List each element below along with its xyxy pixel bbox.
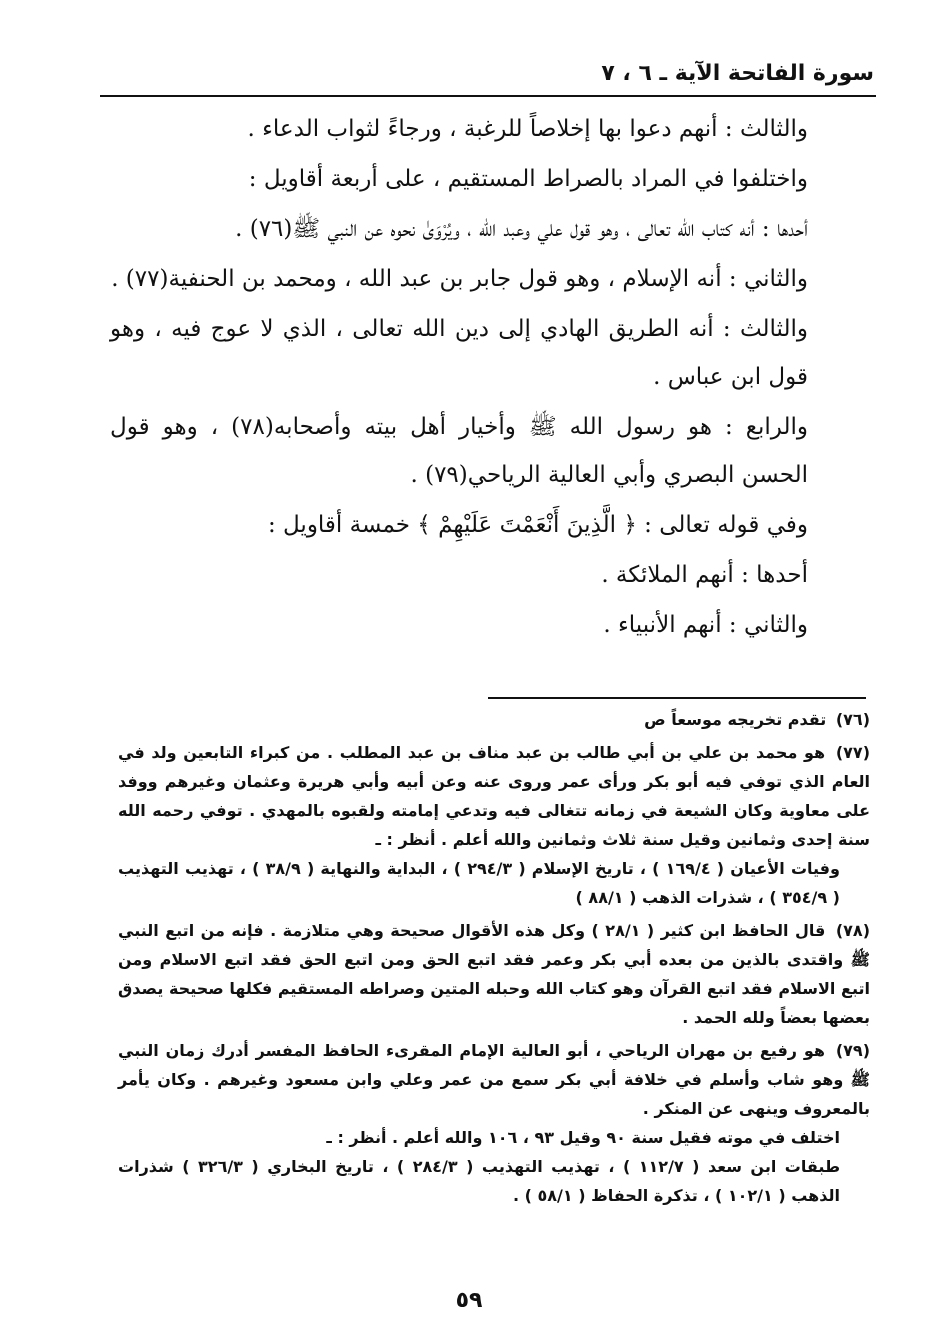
footnote-death-note: اختلف في موته فقيل سنة ٩٠ وقيل ٩٣ ، ١٠٦ والله أعلم . أنظر : ـ: [326, 1128, 840, 1147]
main-text: [110, 105, 808, 651]
page-number: ٥٩: [455, 1288, 483, 1313]
footnote-text: تقدم تخريجه موسعاً ص: [644, 710, 827, 729]
footnote-references: وفيات الأعيان ( ١٦٩/٤ ) ، تاريخ الإسلام ( ٢٩٤/٣ ) ، البداية والنهاية ( ٣٨/٩ ) ، تهذيب التهذيب ( ٣٥٤/٩ ) ، شذرات الذهب ( ٨٨/١ ): [118, 859, 840, 907]
paragraph-verse-intro: وفي قوله تعالى : ﴿ الَّذِينَ أَنْعَمْتَ عَلَيْهِمْ ﴾ خمسة أقاويل :: [267, 512, 808, 538]
footnote-number: (٧٨): [835, 921, 870, 940]
footnote-76: [118, 705, 870, 734]
footnote-79: [118, 1036, 870, 1210]
footnote-text: هو رفيع بن مهران الرياحي ، أبو العالية الإمام المقرىء الحافظ المفسر أدرك زمان النبي ﷺ وهو شاب وأسلم في خلافة أبي بكر سمع من عمر وعلي وابن مسعود وغيرهم . وكان يأمر بالمعروف وينهى عن المنكر .: [118, 1041, 870, 1118]
paragraph-prophets: والثاني : أنهم الأنبياء .: [603, 612, 808, 638]
footnote-references: طبقات ابن سعد ( ١١٢/٧ ) ، تهذيب التهذيب ( ٢٨٤/٣ ) ، تاريخ البخاري ( ٣٢٦/٣ ) شذرات الذهب ( ١٠٢/١ ) ، تذكرة الحفاظ ( ٥٨/١ ) .: [118, 1157, 841, 1205]
footnote-number: (٧٧): [835, 743, 870, 762]
footnote-number: (٧٦): [835, 710, 870, 729]
paragraph-opinion-two: والثاني : أنه الإسلام ، وهو قول جابر بن عبد الله ، ومحمد بن الحنفية(٧٧) .: [111, 266, 808, 292]
paragraph-sirat-intro: واختلفوا في المراد بالصراط المستقيم ، على أربعة أقاويل :: [248, 166, 808, 192]
paragraph-opinion-four: والرابع : هو رسول الله ﷺ وأخيار أهل بيته وأصحابه(٧٨) ، وهو قول الحسن البصري وأبي العالية الرياحي(٧٩) .: [110, 414, 808, 488]
footnote-number: (٧٩): [835, 1041, 870, 1060]
header-title: سورة الفاتحة الآية ـ ٦ ، ٧: [601, 61, 874, 86]
footnote-separator: [488, 697, 866, 699]
footnote-text: قال الحافظ ابن كثير ( ٢٨/١ ) وكل هذه الأقوال صحيحة وهي متلازمة . فإنه من اتبع النبي ﷺ واقتدى بالذين من بعده أبي بكر وعمر فقد اتبع الحق ومن اتبع الحق فقد اتبع الاسلام ومن اتبع الاسلام فقد اتبع القرآن وهو كتاب الله وحبله المتين وصراطه المستقيم فكلها صحيحة يصدق بعضها بعضاً ولله الحمد .: [118, 921, 870, 1027]
paragraph-angels: أحدها : أنهم الملائكة .: [601, 562, 808, 588]
footnotes: [118, 705, 870, 1214]
footnote-77: [118, 738, 870, 912]
paragraph-opinion-one: أحدها : أنه كتاب الله تعالى ، وهو قول علي وعبد الله ، ويُرْوَىٰ نحوه عن النبي ﷺ(٧٦) .: [235, 216, 808, 242]
footnote-78: [118, 916, 870, 1032]
running-header: [100, 55, 876, 97]
footnote-text: هو محمد بن علي بن أبي طالب بن عبد مناف بن عبد المطلب . من كبراء التابعين ولد في العام الذي توفي فيه أبو بكر ورأى عمر وروى عنه وعن أبيه وأبي هريرة وعثمان وغيرهم ووفد على معاوية وكان الشيعة في زمانه تتغالى فيه وتدعي إمامته ولقبوه بالمهدي . توفي رحمه الله سنة إحدى وثمانين وقيل سنة ثلاث وثمانين والله أعلم . أنظر : ـ: [118, 743, 870, 849]
paragraph-opinion-three: والثالث : أنه الطريق الهادي إلى دين الله تعالى ، الذي لا عوج فيه ، وهو قول ابن عباس .: [110, 316, 808, 390]
paragraph-third-reason: والثالث : أنهم دعوا بها إخلاصاً للرغبة ، ورجاءً لثواب الدعاء .: [247, 116, 808, 142]
